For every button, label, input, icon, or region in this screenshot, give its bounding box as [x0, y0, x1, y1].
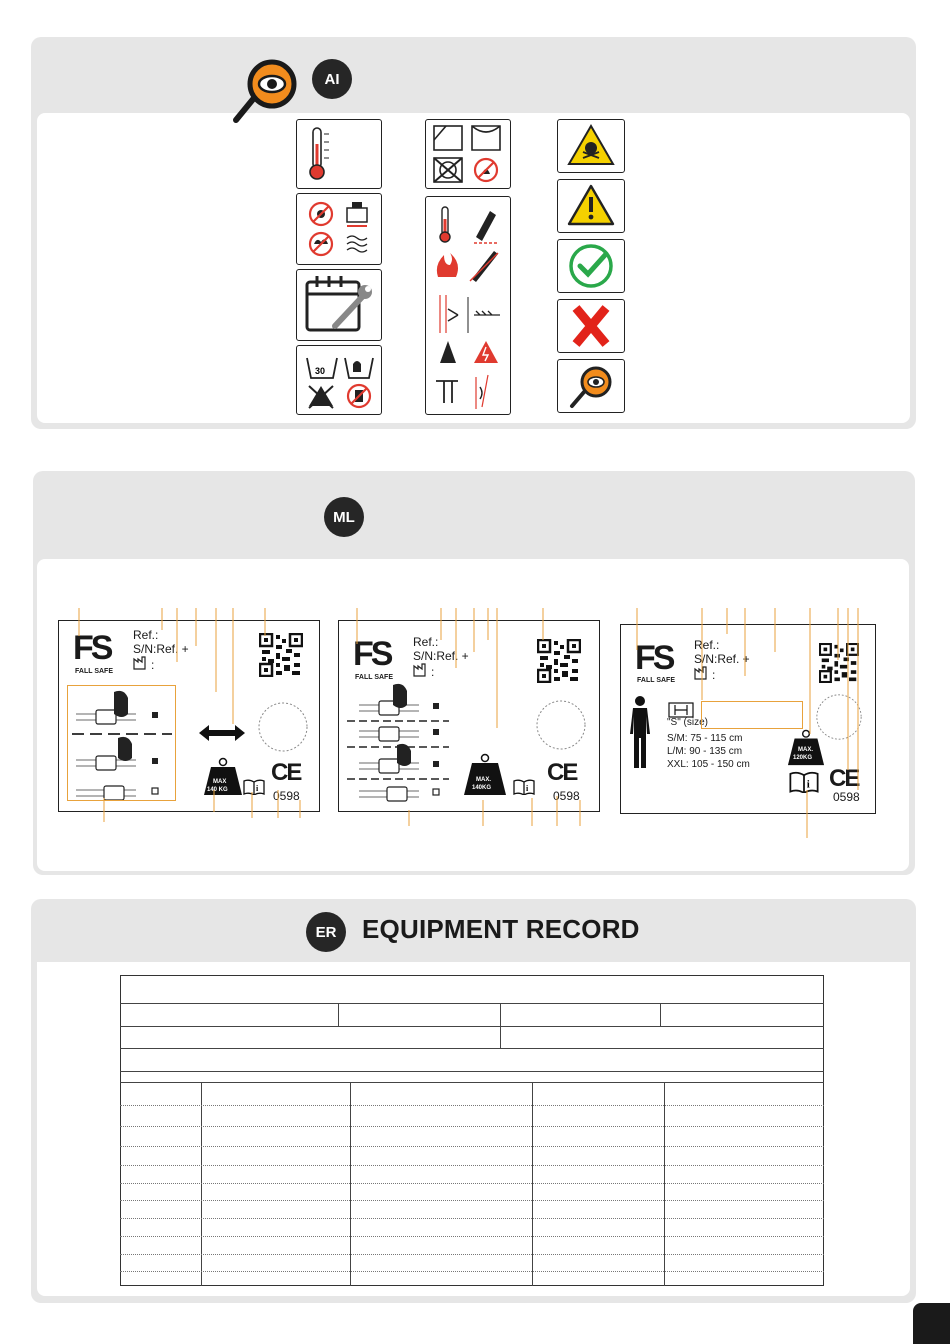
label-serial: S/N:Ref. +: [694, 652, 750, 666]
record-col-line: [500, 1003, 501, 1048]
record-col-line: [532, 1082, 533, 1286]
svg-text:i: i: [806, 778, 810, 791]
marking-label-2: [338, 620, 600, 812]
magnifier-eye-icon: [230, 58, 300, 128]
buckle-instructions-box: [67, 685, 176, 801]
read-manual-icon: [513, 779, 535, 795]
ce-number: 0598: [273, 789, 300, 803]
washing-30-icon: [297, 346, 381, 414]
drying-pictogram: [425, 119, 511, 189]
equipment-record-table: [120, 975, 824, 1286]
incorrect-pictogram: [557, 299, 625, 353]
record-entry-line: [120, 1105, 824, 1106]
record-entry-line: [120, 1271, 824, 1272]
marking-label-3: [620, 624, 876, 814]
label-ref: Ref.:: [694, 638, 720, 652]
size-title: "S" (size): [667, 717, 708, 728]
max-load-line1: MAX.: [476, 777, 491, 783]
label-logo: FS: [353, 635, 391, 673]
record-entry-line: [120, 1165, 824, 1166]
record-col-line: [350, 1082, 351, 1286]
ai-badge: AI: [312, 59, 352, 99]
washing-pictogram: [296, 345, 382, 415]
factory-date-icon: [694, 666, 710, 680]
er-badge: ER: [306, 912, 346, 952]
max-load-line1: MAX.: [798, 747, 813, 753]
record-col-line: [338, 1003, 339, 1026]
svg-text:i: i: [256, 784, 259, 793]
svg-text:i: i: [526, 784, 529, 793]
read-manual-icon: [789, 771, 819, 793]
buckle-adjust-icon: [345, 683, 455, 807]
marking-label-1: [58, 620, 320, 812]
size-row-1: S/M: 75 - 115 cm: [667, 733, 743, 744]
record-entry-line: [120, 1183, 824, 1184]
thermometer-icon: [297, 120, 381, 188]
ce-mark: CE: [829, 765, 859, 792]
label-serial: S/N:Ref. +: [133, 642, 189, 656]
record-row-line: [120, 1026, 824, 1027]
label-serial: S/N:Ref. +: [413, 649, 469, 663]
sun-rain-chemicals-icon: [297, 194, 381, 264]
temperature-pictogram: [296, 119, 382, 189]
max-load-line2: 120KG: [793, 755, 813, 761]
ce-mark: CE: [271, 759, 301, 786]
label-logo: FS: [635, 639, 673, 677]
record-col-line: [660, 1003, 661, 1026]
max-load-line1: MAX: [213, 779, 227, 785]
record-entry-line: [120, 1218, 824, 1219]
double-arrow-icon: [197, 723, 247, 743]
hazards-pictogram: [425, 196, 511, 415]
size-bracket: [701, 701, 803, 729]
record-row-line: [120, 1082, 824, 1083]
equipment-record-title: EQUIPMENT RECORD: [362, 914, 640, 944]
record-entry-line: [120, 1236, 824, 1237]
inspect-pictogram: [557, 359, 625, 413]
factory-date-icon: [413, 663, 429, 677]
max-load-line2: 140KG: [472, 785, 492, 791]
ce-number: 0598: [833, 790, 860, 804]
record-col-line: [201, 1082, 202, 1286]
record-row-line: [120, 1048, 824, 1049]
toxic-warning-icon: [558, 120, 624, 172]
record-entry-line: [120, 1200, 824, 1201]
label-ref: Ref.:: [133, 628, 159, 642]
label-circle-placeholder: [257, 701, 309, 753]
drying-symbols-icon: [426, 120, 510, 188]
page-tab: [913, 1303, 950, 1344]
label-circle-placeholder: [535, 699, 587, 751]
check-icon: [558, 240, 624, 292]
label-date: :: [431, 665, 435, 679]
ml-badge: ML: [324, 497, 364, 537]
svg-text:30: 30: [315, 366, 326, 376]
label-logo: FS: [73, 629, 111, 667]
record-row-line: [120, 1071, 824, 1072]
danger-pictogram: [557, 119, 625, 173]
warning-pictogram: [557, 179, 625, 233]
cross-icon: [558, 300, 624, 352]
label-logo-sub: FALL SAFE: [355, 674, 393, 681]
qr-code-icon: [537, 639, 581, 683]
body-silhouette-icon: [627, 695, 653, 771]
max-load-line2: 140 KG: [207, 787, 228, 793]
record-row-line: [120, 1003, 824, 1004]
record-entry-line: [120, 1146, 824, 1147]
ce-number: 0598: [553, 789, 580, 803]
label-ref: Ref.:: [413, 635, 439, 649]
correct-pictogram: [557, 239, 625, 293]
label-date: :: [151, 658, 155, 672]
label-logo-sub: FALL SAFE: [637, 677, 675, 684]
size-row-2: L/M: 90 - 135 cm: [667, 746, 743, 757]
record-entry-line: [120, 1126, 824, 1127]
label-date: :: [712, 668, 716, 682]
record-col-line: [664, 1082, 665, 1286]
record-entry-line: [120, 1254, 824, 1255]
qr-code-icon: [259, 633, 303, 677]
factory-date-icon: [133, 656, 149, 670]
qr-code-icon: [819, 643, 859, 683]
exclamation-warning-icon: [558, 180, 624, 232]
calendar-wrench-icon: [297, 270, 381, 340]
size-row-3: XXL: 105 - 150 cm: [667, 759, 750, 770]
read-manual-icon: [243, 779, 265, 795]
ce-mark: CE: [547, 759, 577, 786]
hazard-symbols-icon: [426, 197, 510, 414]
environment-pictogram: [296, 193, 382, 265]
buckle-adjust-icon: [68, 686, 175, 800]
label-logo-sub: FALL SAFE: [75, 668, 113, 675]
inspect-icon: [558, 360, 624, 412]
calendar-pictogram: [296, 269, 382, 341]
